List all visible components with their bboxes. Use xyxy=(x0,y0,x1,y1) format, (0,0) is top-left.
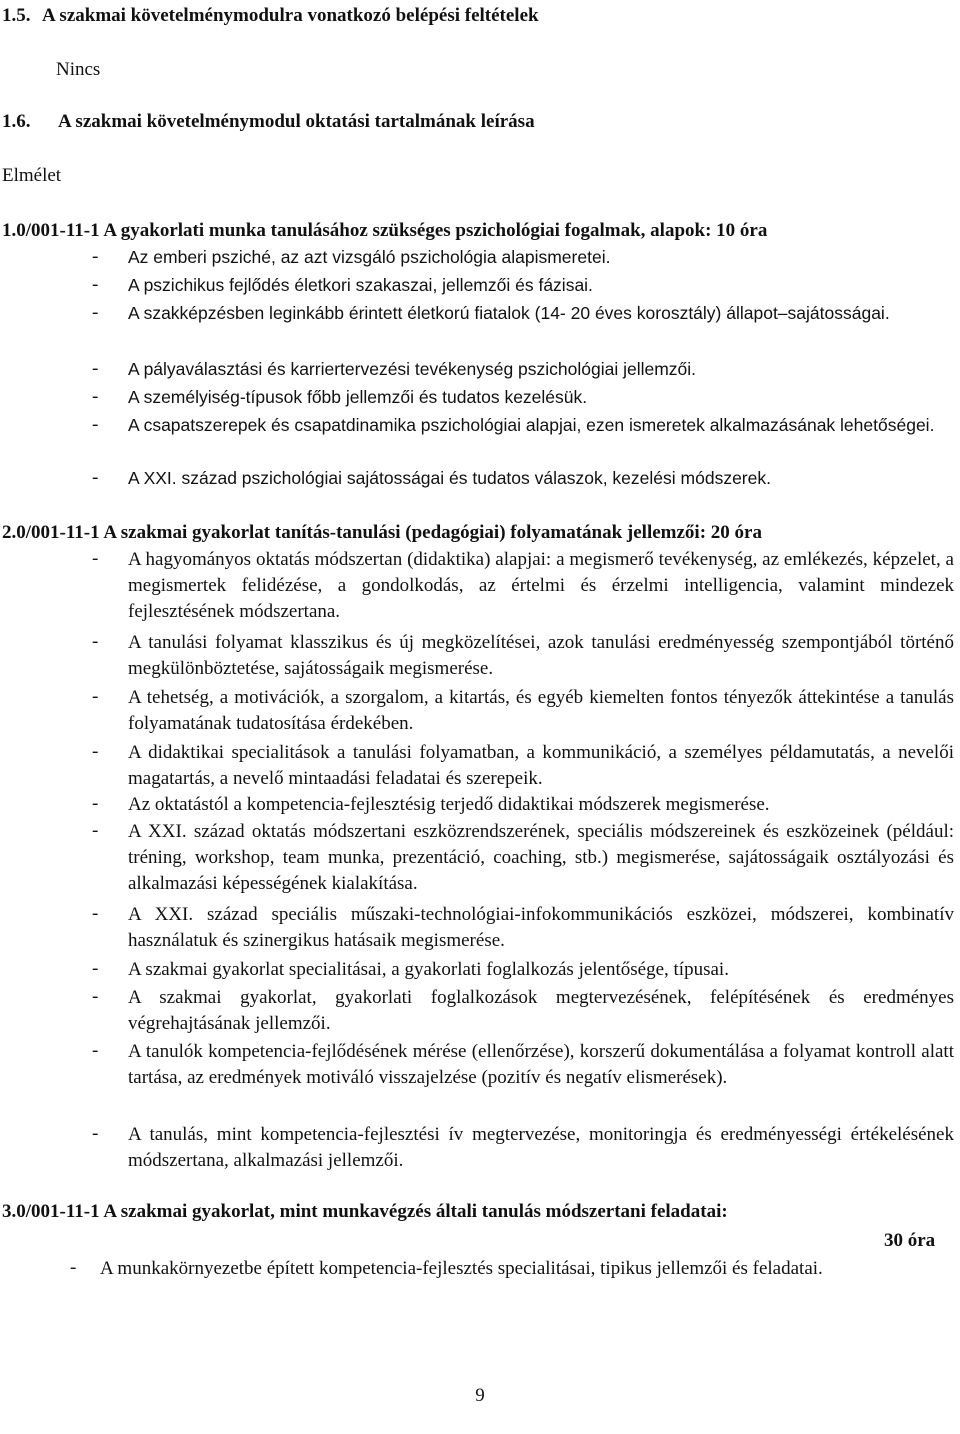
list-bullet: - xyxy=(92,903,99,924)
list-bullet: - xyxy=(92,467,99,488)
heading-1-6-text: A szakmai követelménymodul oktatási tartalmának leírása xyxy=(58,111,535,132)
list-bullet: - xyxy=(92,386,99,407)
list-item: A pályaválasztási és karriertervezési tevékenység pszichológiai jellemzői. xyxy=(128,359,697,379)
list-item: A munkakörnyezetbe épített kompetencia-fejlesztés specialitásai, tipikus jellemzői és feladatai. xyxy=(100,1258,823,1279)
heading-1-6-number: 1.6. xyxy=(2,111,31,132)
list-item: A XXI. század pszichológiai sajátosságai és tudatos válaszok, kezelési módszerek. xyxy=(128,468,771,488)
list-item: A XXI. század speciális műszaki-technológiai-infokommunikációs eszközei, módszerei, kombinatív használatuk és szinergikus hatásaik megismerése. xyxy=(128,904,954,951)
list-item: A személyiség-típusok főbb jellemzői és tudatos kezelésük. xyxy=(128,387,588,407)
list-item: A tanulási folyamat klasszikus és új megközelítései, azok tanulási eredményesség szempontjából történő megkülönböztetése, sajátosságaik megismerése. xyxy=(128,632,954,679)
list-bullet: - xyxy=(70,1257,77,1278)
list-item: A didaktikai specialitások a tanulási folyamatban, a kommunikáció, a személyes példamutatás, a nevelői magatartás, a nevelő mintaadási feladatai és szerepeik. xyxy=(128,742,954,789)
list-bullet: - xyxy=(92,958,99,979)
section-1-title: 1.0/001-11-1 A gyakorlati munka tanulásához szükséges pszichológiai fogalmak, alapok: 10 óra xyxy=(2,220,768,241)
section-3-title: 3.0/001-11-1 A szakmai gyakorlat, mint munkavégzés általi tanulás módszertani feladatai: xyxy=(2,1201,728,1222)
list-item: A tanulók kompetencia-fejlődésének mérése (ellenőrzése), korszerű dokumentálása a folyamat kontroll alatt tartása, az eredmények motiváló visszajelzése (pozitív és negatív elismerések). xyxy=(128,1041,954,1088)
list-bullet: - xyxy=(92,274,99,295)
list-bullet: - xyxy=(92,246,99,267)
list-item: A pszichikus fejlődés életkori szakaszai, jellemzői és fázisai. xyxy=(128,275,593,295)
list-item: A szakmai gyakorlat, gyakorlati foglalkozások megtervezésének, felépítésének és eredményes végrehajtásának jellemzői. xyxy=(128,987,954,1034)
theory-label: Elmélet xyxy=(2,165,62,186)
list-item: A tehetség, a motivációk, a szorgalom, a kitartás, és egyéb kiemelten fontos tényezők áttekintése a tanulás folyamatának tudatosítása érdekében. xyxy=(128,687,954,734)
list-item: A szakképzésben leginkább érintett életkorú fiatalok (14- 20 éves korosztály) állapot–sajátosságai. xyxy=(128,303,890,323)
list-item: Az oktatástól a kompetencia-fejlesztésig terjedő didaktikai módszerek megismerése. xyxy=(128,794,770,815)
list-bullet: - xyxy=(92,820,99,841)
list-bullet: - xyxy=(92,741,99,762)
list-bullet: - xyxy=(92,986,99,1007)
list-bullet: - xyxy=(92,686,99,707)
section-2-title: 2.0/001-11-1 A szakmai gyakorlat tanítás-tanulási (pedagógiai) folyamatának jellemzői: 20 óra xyxy=(2,522,762,543)
list-bullet: - xyxy=(92,793,99,814)
list-item: A csapatszerepek és csapatdinamika pszichológiai alapjai, ezen ismeretek alkalmazásának lehetőségei. xyxy=(128,415,935,435)
list-bullet: - xyxy=(92,631,99,652)
list-item: A XXI. század oktatás módszertani eszközrendszerének, speciális módszereinek és eszközeinek (például: tréning, workshop, team munka, prezentáció, coaching, stb.) megismerése, sajátosságaik osztályozási és alkalmazási képességének kialakítása. xyxy=(128,821,954,894)
list-bullet: - xyxy=(92,548,99,569)
list-bullet: - xyxy=(92,358,99,379)
list-item: A hagyományos oktatás módszertan (didaktika) alapjai: a megismerő tevékenység, az emlékezés, képzelet, a megismertek felidézése, a gondolkodás, az értelmi és érzelmi intelligencia, valamint mindezek fejlesztésének módszertana. xyxy=(128,549,954,622)
entry-conditions-value: Nincs xyxy=(56,59,101,80)
page-number: 9 xyxy=(475,1385,485,1406)
list-item: A szakmai gyakorlat specialitásai, a gyakorlati foglalkozás jelentősége, típusai. xyxy=(128,959,729,980)
list-item: Az emberi psziché, az azt vizsgáló pszichológia alapismeretei. xyxy=(128,247,611,267)
heading-1-6 xyxy=(2,110,535,134)
heading-1-5-number: 1.5. xyxy=(2,5,31,26)
list-item: A tanulás, mint kompetencia-fejlesztési ív megtervezése, monitoringja és eredményességi értékelésének módszertana, alkalmazási jellemzői. xyxy=(128,1124,954,1171)
list-bullet: - xyxy=(92,302,99,323)
list-bullet: - xyxy=(92,1040,99,1061)
heading-1-5 xyxy=(2,4,539,28)
section-3-hours: 30 óra xyxy=(884,1230,936,1251)
list-bullet: - xyxy=(92,1123,99,1144)
heading-1-5-text: A szakmai követelménymodulra vonatkozó belépési feltételek xyxy=(42,5,539,26)
list-bullet: - xyxy=(92,414,99,435)
